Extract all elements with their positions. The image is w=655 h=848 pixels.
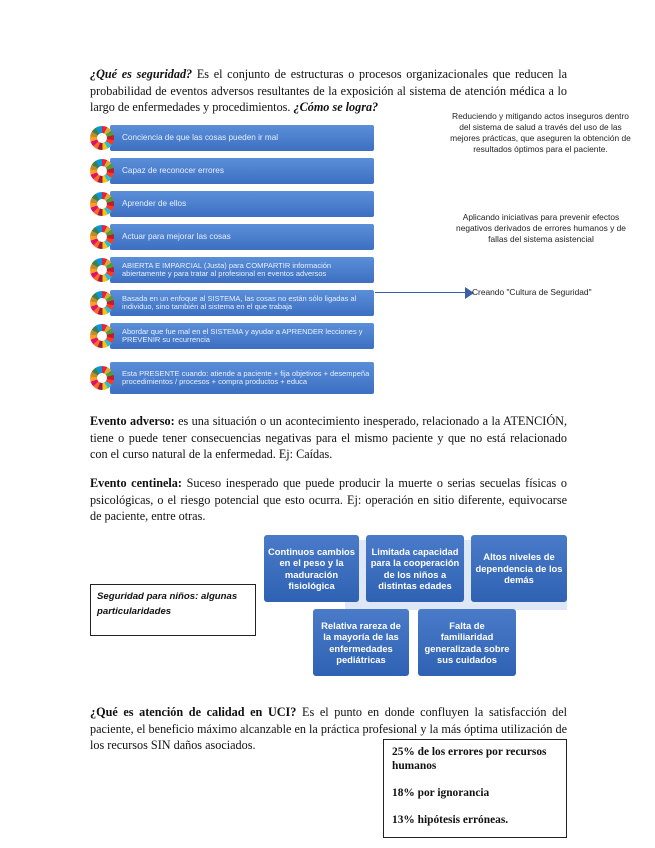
step-label: Actuar para mejorar las cosas <box>110 224 374 250</box>
evento-adverso-paragraph <box>90 413 567 463</box>
ninos-box-3: Altos niveles de dependencia de los demás <box>471 535 567 602</box>
sdg-wheel-icon <box>90 225 114 249</box>
ninos-box-2: Limitada capacidad para la cooperación de los niños a distintas edades <box>366 535 464 602</box>
evento-adverso-term: Evento adverso: <box>90 414 175 428</box>
ninos-box-5: Falta de familiaridad generalizada sobre sus cuidados <box>418 609 516 676</box>
note-cultura: Creando "Cultura de Seguridad" <box>472 287 592 297</box>
seguridad-paragraph <box>90 66 567 116</box>
step-label: Aprender de ellos <box>110 191 374 217</box>
sdg-wheel-icon <box>90 192 114 216</box>
sdg-wheel-icon <box>90 258 114 282</box>
seguridad-question: ¿Qué es seguridad? <box>90 67 193 81</box>
error-stat: 25% de los errores por recursos humanos <box>392 746 547 772</box>
step-label: Conciencia de que las cosas pueden ir mal <box>110 125 374 151</box>
step-7 <box>90 323 374 349</box>
step-label: Basada en un enfoque al SISTEMA, las cosas no están sólo ligadas al individuo, sino también al sistema en el que trabaja <box>110 290 374 316</box>
evento-centinela-definition: Suceso inesperado que puede producir la muerte o serias secuelas físicas o psicológicas, o el riesgo potencial que esto ocurra. Ej: operación en sitio diferente, equivocarse de paciente, entre otras. <box>90 476 567 523</box>
arrow-line <box>375 292 467 293</box>
seguridad-definition: Es el conjunto de estructuras o procesos organizacionales que reducen la probabilidad de eventos adversos resultantes de la exposición al sistema de atención médica a lo largo de enfermedades y procedimientos. <box>90 67 567 114</box>
sdg-wheel-icon <box>90 324 114 348</box>
step-5 <box>90 257 374 283</box>
evento-centinela-term: Evento centinela: <box>90 476 182 490</box>
note-reduciendo: Reduciendo y mitigando actos inseguros dentro del sistema de salud a través del uso de las mejores prácticas, que aseguren la obtención de resultados óptimos para el paciente. <box>450 111 631 154</box>
error-stat: 13% hipótesis erróneas. <box>392 814 509 826</box>
step-2 <box>90 158 374 184</box>
ninos-label-box: Seguridad para niños: algunas particularidades <box>90 584 256 636</box>
ninos-box-1: Continuos cambios en el peso y la maduración fisiológica <box>264 535 359 602</box>
step-6 <box>90 290 374 316</box>
step-1 <box>90 125 374 151</box>
note-aplicando: Aplicando iniciativas para prevenir efectos negativos derivados de errores humanos y de fallas del sistema asistencial <box>456 212 626 244</box>
sdg-wheel-icon <box>90 366 114 390</box>
step-8 <box>90 362 374 394</box>
step-4 <box>90 224 374 250</box>
step-label: ABIERTA E IMPARCIAL (Justa) para COMPARTIR información abiertamente y para tratar al profesional en eventos adversos <box>110 257 374 283</box>
error-stat: 18% por ignorancia <box>392 787 490 799</box>
sdg-wheel-icon <box>90 291 114 315</box>
ninos-box-4: Relativa rareza de la mayoría de las enfermedades pediátricas <box>313 609 409 676</box>
step-label: Esta PRESENTE cuando: atiende a paciente + fija objetivos + desempeña procedimientos / procesos + compra productos + educa <box>110 362 374 394</box>
step-3 <box>90 191 374 217</box>
sdg-wheel-icon <box>90 159 114 183</box>
sdg-wheel-icon <box>90 126 114 150</box>
calidad-question: ¿Qué es atención de calidad en UCI? <box>90 705 297 719</box>
step-label: Abordar que fue mal en el SISTEMA y ayudar a APRENDER lecciones y PREVENIR su recurrencia <box>110 323 374 349</box>
errores-box <box>383 739 567 838</box>
calidad-definition: Es el punto en donde confluyen la satisfacción del paciente, el beneficio máximo alcanzable en la práctica profesional y la más óptima utilización de los recursos SIN daños asociados. <box>90 705 567 752</box>
step-label: Capaz de reconocer errores <box>110 158 374 184</box>
evento-centinela-paragraph <box>90 475 567 525</box>
como-se-logra-question: ¿Cómo se logra? <box>293 100 379 114</box>
evento-adverso-definition: es una situación o un acontecimiento inesperado, relacionado a la ATENCIÓN, tiene o puede tener consecuencias negativas para el mismo paciente y que no está relacionado con el curso natural de la enfermedad. Ej: Caídas. <box>90 414 567 461</box>
